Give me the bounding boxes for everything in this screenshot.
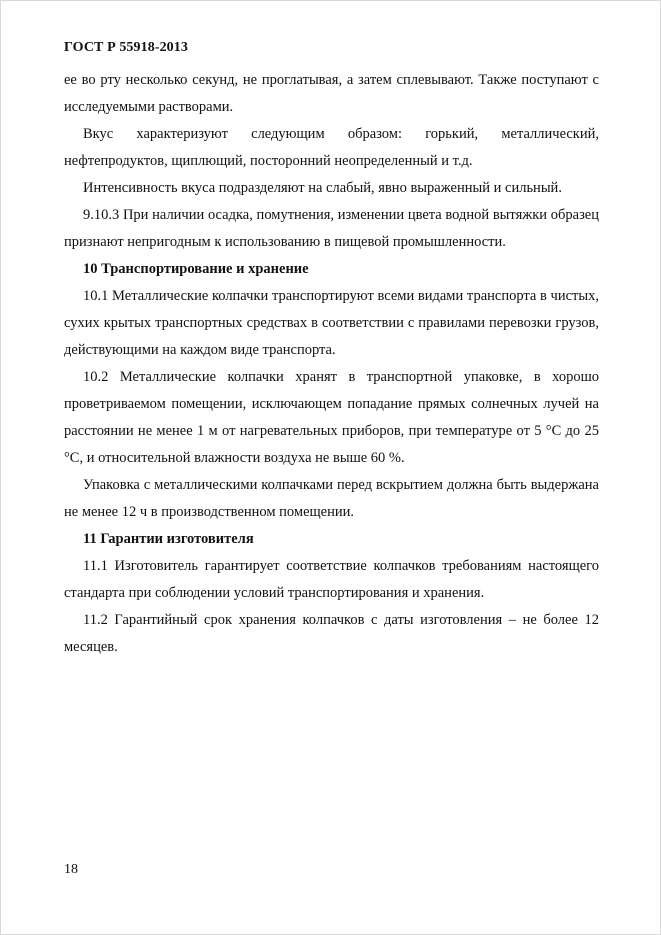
section-11-title: 11 Гарантии изготовителя [83,531,254,547]
document-body [64,67,599,661]
section-10-title: 10 Транспортирование и хранение [83,261,309,277]
paragraph-taste-intensity: Интенсивность вкуса подразделяют на слабый, явно выраженный и сильный. [83,180,562,196]
paragraph-11-2: 11.2 Гарантийный срок хранения колпачков с даты изготовления – не более 12 месяцев. [64,612,599,655]
paragraph-10-2: 10.2 Металлические колпачки хранят в транспортной упаковке, в хорошо проветриваемом помещении, исключающем попадание прямых солнечных лучей на расстоянии не менее 1 м от нагревательных приборов, при температуре от 5 °С до 25 °С, и относительной влажности воздуха не выше 60 %. [64,369,599,466]
paragraph-9-10-3: 9.10.3 При наличии осадка, помутнения, изменении цвета водной вытяжки образец признают непригодным к использованию в пищевой промышленности. [64,207,599,250]
paragraph-packaging: Упаковка с металлическими колпачками перед вскрытием должна быть выдержана не менее 12 ч в производственном помещении. [64,477,599,520]
page-number: 18 [64,862,78,877]
document-header: ГОСТ Р 55918-2013 [64,40,188,55]
paragraph-continuation: ее во рту несколько секунд, не проглатывая, а затем сплевывают. Также поступают с исследуемыми растворами. [64,72,599,115]
paragraph-10-1: 10.1 Металлические колпачки транспортируют всеми видами транспорта в чистых, сухих крытых транспортных средствах в соответствии с правилами перевозки грузов, действующими на каждом виде транспорта. [64,288,599,358]
paragraph-11-1: 11.1 Изготовитель гарантирует соответствие колпачков требованиям настоящего стандарта при соблюдении условий транспортирования и хранения. [64,558,599,601]
paragraph-taste-description: Вкус характеризуют следующим образом: горький, металлический, нефтепродуктов, щиплющий, посторонний неопределенный и т.д. [64,126,599,169]
